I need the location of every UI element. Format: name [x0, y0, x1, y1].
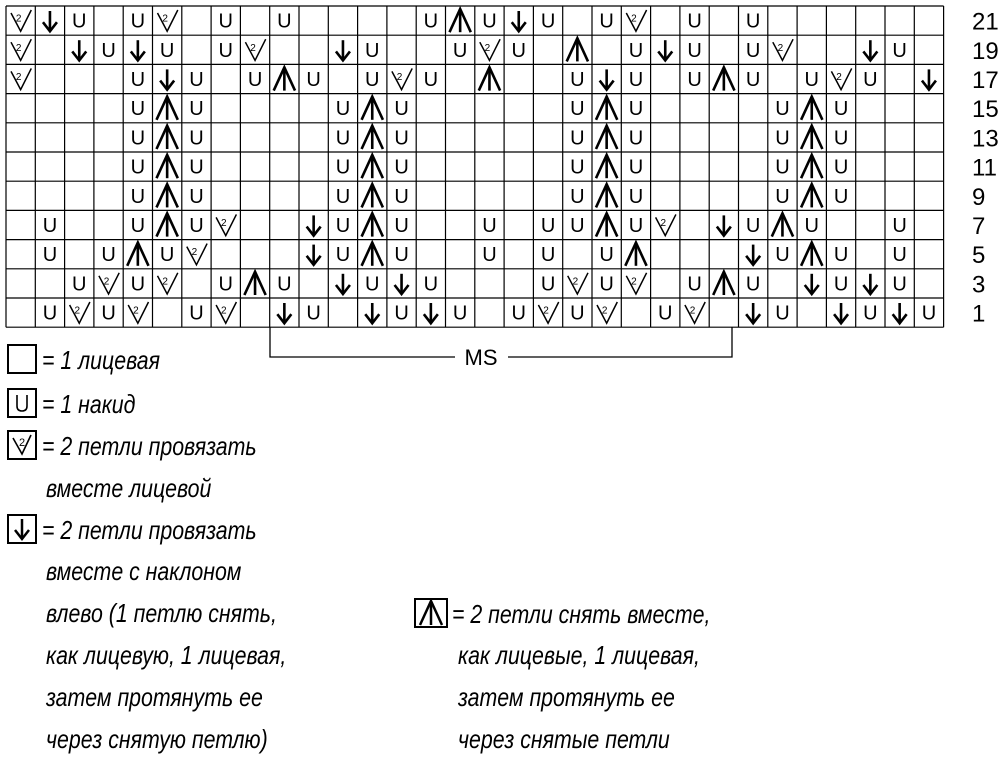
yarn-over-symbol: U [775, 98, 790, 121]
yarn-over-symbol: U [306, 69, 321, 91]
yarn-over-symbol: U [130, 98, 146, 121]
yarn-over-symbol: U [482, 10, 497, 33]
yarn-over-symbol: U [335, 156, 351, 179]
yarn-over-symbol: U [628, 98, 644, 121]
k2tog-mark: 2 [191, 247, 198, 259]
k2tog-mark: 2 [396, 72, 403, 83]
yarn-over-symbol: U [335, 185, 351, 208]
yarn-over-symbol: U [599, 244, 614, 267]
yarn-over-symbol: U [628, 156, 644, 179]
yarn-over-symbol: U [101, 39, 116, 62]
yarn-over-symbol: U [775, 156, 790, 179]
yarn-over-symbol: U [628, 215, 644, 237]
yarn-over-symbol: U [101, 244, 116, 267]
yarn-over-symbol: U [540, 10, 556, 33]
yarn-over-symbol: U [833, 185, 849, 208]
yarn-over-symbol: U [365, 69, 380, 91]
legend-ssk-line-3: влево (1 петлю снять, [46, 598, 277, 628]
yarn-over-symbol: U [775, 244, 790, 267]
yarn-over-symbol: U [130, 185, 146, 208]
yarn-over-symbol: U [130, 215, 146, 237]
yarn-over-symbol: U [159, 244, 175, 267]
yarn-over-symbol: U [687, 273, 702, 296]
legend-cdd-line-1: = 2 петли снять вместе, [452, 599, 711, 629]
k2tog-mark: 2 [133, 305, 139, 317]
yarn-over-symbol: U [570, 98, 585, 121]
yarn-over-symbol: U [833, 127, 849, 150]
yarn-over-symbol: U [570, 127, 585, 150]
legend-ssk-line-5: затем протянуть ее [46, 682, 263, 712]
yarn-over-symbol: U [775, 302, 790, 325]
k2tog-mark: 2 [220, 305, 227, 317]
legend-cdd-line-2: как лицевые, 1 лицевая, [458, 640, 700, 670]
yarn-over-symbol: U [804, 215, 819, 237]
yarn-over-symbol: U [628, 69, 644, 91]
yarn-over-symbol: U [570, 69, 585, 91]
yarn-over-symbol: U [306, 302, 321, 325]
legend-knit-text: = 1 лицевая [42, 345, 160, 375]
yarn-over-symbol: U [189, 98, 204, 121]
k2tog-mark: 2 [103, 276, 110, 288]
row-label: 13 [972, 125, 999, 153]
yarn-over-symbol: U [394, 156, 409, 179]
legend-yo [0, 384, 420, 424]
yarn-over-symbol: U [189, 215, 204, 237]
yarn-over-symbol: U [42, 215, 58, 237]
yarn-over-symbol: U [72, 273, 87, 296]
yarn-over-symbol: U [833, 244, 849, 267]
yarn-over-symbol: U [570, 156, 585, 179]
yarn-over-symbol: U [335, 127, 351, 150]
legend-cdd [410, 594, 810, 770]
yarn-over-symbol: U [423, 10, 439, 33]
k2tog-mark: 2 [631, 13, 637, 25]
k2tog-mark: 2 [250, 42, 256, 54]
row-label: 5 [972, 242, 986, 270]
k2tog-mark: 2 [15, 13, 22, 25]
legend-k2tog [0, 426, 420, 506]
yarn-over-symbol: U [394, 127, 409, 150]
legend-ssk-line-6: через снятую петлю) [46, 724, 268, 754]
yarn-over-symbol: U [423, 69, 439, 91]
yarn-over-symbol: U [892, 215, 907, 237]
yarn-over-symbol: U [335, 98, 351, 121]
yarn-over-symbol: U [365, 39, 380, 62]
k2tog-mark: 2 [572, 276, 579, 288]
yarn-over-symbol: U [335, 244, 351, 267]
yarn-over-symbol: U [130, 156, 146, 179]
yarn-over-symbol: U [394, 302, 409, 325]
yarn-over-symbol: U [277, 273, 292, 296]
yarn-over-symbol: U [394, 244, 409, 267]
row-label: 17 [972, 67, 999, 94]
k2tog-mark: 2 [19, 437, 26, 449]
repeat-label: MS [464, 345, 498, 370]
yarn-over-symbol: U [189, 69, 204, 91]
yarn-over-symbol: U [775, 185, 790, 208]
yarn-over-symbol: U [540, 215, 556, 237]
legend-knit [0, 340, 420, 380]
yarn-over-symbol: U [511, 39, 526, 62]
ssk-arrow-symbol-icon [7, 514, 37, 544]
yarn-over-symbol: U [482, 244, 497, 267]
yarn-over-symbol: U [42, 244, 58, 267]
yarn-over-symbol: U [570, 185, 585, 208]
knit-symbol-icon [7, 344, 37, 374]
yarn-over-symbol: U [804, 69, 819, 91]
yarn-over-symbol: U [833, 98, 849, 121]
yarn-over-symbol: U [745, 215, 761, 237]
legend-ssk-line-1: = 2 петли провязать [42, 515, 257, 545]
k2tog-mark: 2 [74, 305, 81, 317]
yarn-over-symbol: U [540, 244, 556, 267]
yarn-over-symbol: U [130, 273, 146, 296]
yarn-over-symbol-icon [7, 388, 37, 418]
k2tog-mark: 2 [162, 13, 168, 25]
yarn-over-symbol: U [394, 185, 409, 208]
legend-cdd-line-3: затем протянуть ее [458, 682, 675, 712]
row-label: 3 [972, 271, 986, 299]
yarn-over-symbol: U [335, 215, 351, 237]
legend-yo-text: = 1 накид [42, 389, 136, 419]
k2tog-mark: 2 [601, 305, 608, 317]
yarn-over-symbol: U [628, 39, 644, 62]
yarn-over-symbol: U [130, 69, 146, 91]
k2tog-mark: 2 [777, 42, 784, 54]
k2tog-mark: 2 [220, 218, 227, 229]
yarn-over-symbol: U [189, 156, 204, 179]
k2tog-mark: 2 [689, 305, 696, 317]
yarn-over-symbol: U [189, 185, 204, 208]
yarn-over-symbol: U [218, 10, 233, 33]
row-label: 1 [972, 300, 986, 328]
yarn-over-symbol: U [189, 302, 204, 325]
yarn-over-symbol: U [101, 302, 116, 325]
yarn-over-symbol: U [745, 273, 761, 296]
yarn-over-symbol: U [394, 98, 409, 121]
yarn-over-symbol: U [687, 69, 702, 91]
yarn-over-symbol: U [687, 39, 702, 62]
k2tog-mark: 2 [631, 276, 637, 288]
row-label: 15 [972, 96, 999, 124]
yarn-over-symbol: U [892, 39, 907, 62]
yarn-over-symbol: U [218, 39, 233, 62]
yarn-over-symbol: U [189, 127, 204, 150]
yarn-over-symbol: U [42, 302, 58, 325]
k2tog-mark: 2 [162, 276, 168, 288]
yarn-over-symbol: U [452, 302, 468, 325]
yarn-over-symbol: U [218, 273, 233, 296]
k2tog-symbol-icon [7, 430, 37, 460]
yarn-over-symbol: U [452, 39, 468, 62]
yarn-over-symbol: U [277, 10, 292, 33]
k2tog-mark: 2 [660, 218, 667, 229]
yarn-over-symbol: U [394, 215, 409, 237]
yarn-over-symbol: U [687, 10, 702, 33]
k2tog-mark: 2 [836, 72, 842, 83]
yarn-over-symbol: U [745, 39, 761, 62]
row-label: 11 [972, 154, 997, 182]
yarn-over-symbol: U [365, 273, 380, 296]
legend-ssk-line-2: вместе с наклоном [46, 556, 242, 586]
knitting-chart [0, 0, 1000, 370]
yarn-over-symbol: U [570, 302, 585, 325]
yarn-over-symbol: U [423, 273, 439, 296]
k2tog-mark: 2 [15, 42, 22, 54]
legend-ssk-line-4: как лицевую, 1 лицевая, [46, 640, 287, 670]
row-label: 9 [972, 183, 986, 211]
legend-k2tog-line-2: вместе лицевой [46, 473, 212, 503]
legend-k2tog-line-1: = 2 петли провязать [42, 431, 257, 461]
yarn-over-symbol: U [658, 302, 673, 325]
yarn-over-symbol: U [833, 156, 849, 179]
legend-ssk [0, 510, 420, 770]
yarn-over-symbol: U [628, 185, 644, 208]
yarn-over-symbol: U [892, 273, 907, 296]
yarn-over-symbol: U [482, 215, 497, 237]
yarn-over-symbol: U [628, 127, 644, 150]
row-label: 7 [972, 213, 986, 240]
k2tog-mark: 2 [484, 42, 491, 54]
yarn-over-symbol: U [599, 10, 614, 33]
central-double-decrease-symbol-icon [414, 598, 448, 628]
yarn-over-symbol: U [921, 302, 937, 325]
yarn-over-symbol: U [745, 69, 761, 91]
yarn-over-symbol: U [745, 10, 761, 33]
row-label: 21 [972, 8, 999, 36]
yarn-over-symbol: U [511, 302, 526, 325]
yarn-over-symbol: U [130, 127, 146, 150]
k2tog-mark: 2 [15, 72, 22, 83]
yarn-over-symbol: U [247, 69, 263, 91]
yarn-over-symbol: U [863, 69, 878, 91]
yarn-over-symbol: U [570, 215, 585, 237]
row-label: 19 [972, 37, 999, 65]
yarn-over-symbol: U [892, 244, 907, 267]
legend-cdd-line-4: через снятые петли [458, 724, 670, 754]
k2tog-mark: 2 [543, 305, 549, 317]
yarn-over-symbol: U [599, 273, 614, 296]
yarn-over-symbol: U [833, 273, 849, 296]
yarn-over-symbol: U [863, 302, 878, 325]
yarn-over-symbol: U [540, 273, 556, 296]
yarn-over-symbol: U [130, 10, 146, 33]
yarn-over-symbol: U [159, 39, 175, 62]
yarn-over-symbol: U [775, 127, 790, 150]
yarn-over-symbol: U [72, 10, 87, 33]
